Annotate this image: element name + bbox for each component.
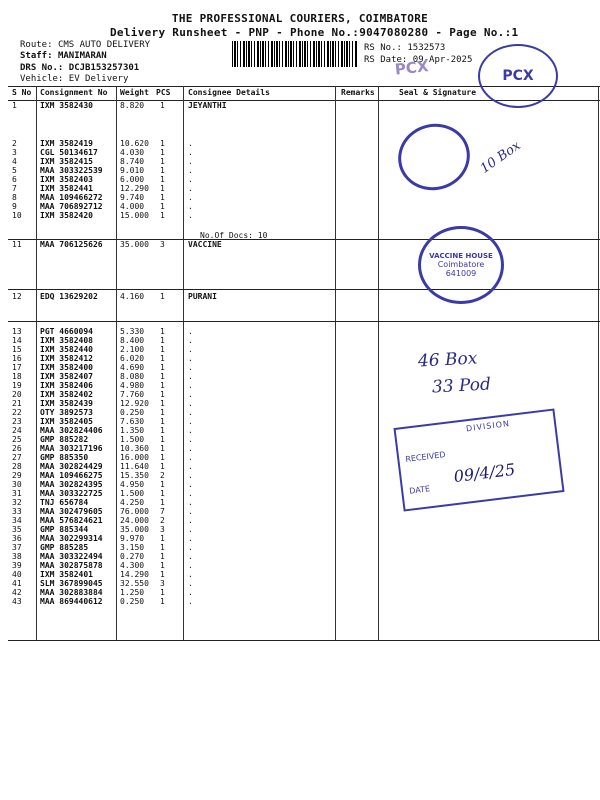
row-sno: 13 — [12, 327, 22, 336]
row-consignment-no: IXM 3582440 — [40, 345, 93, 354]
row-consignment-no: MAA 302479605 — [40, 507, 103, 516]
row-sno: 43 — [12, 597, 22, 606]
company-name: THE PROFESSIONAL COURIERS, COIMBATORE — [171, 12, 429, 25]
row-consignment-no: MAA 869440612 — [40, 597, 103, 606]
row-sno: 9 — [12, 202, 17, 211]
row-pcs: 2 — [160, 471, 165, 480]
row-consignee: . — [188, 381, 193, 390]
row-weight: 35.000 — [120, 240, 149, 249]
row-pcs: 1 — [160, 381, 165, 390]
row-consignee: . — [188, 390, 193, 399]
date-label: DATE — [408, 484, 431, 496]
row-consignee: VACCINE — [188, 240, 222, 249]
row-pcs: 1 — [160, 552, 165, 561]
row-weight: 4.030 — [120, 148, 145, 157]
row-pcs: 7 — [160, 507, 165, 516]
row-pcs: 1 — [160, 489, 165, 498]
row-consignee: . — [188, 588, 193, 597]
row-consignee: . — [188, 471, 193, 480]
row-weight: 32.550 — [120, 579, 149, 588]
row-consignment-no: SLM 367899045 — [40, 579, 103, 588]
row-weight: 8.820 — [120, 101, 145, 110]
rs-date-label: RS Date: — [364, 55, 408, 65]
col-divider-details — [335, 86, 336, 640]
row-consignee: . — [188, 327, 193, 336]
staff-value: MANIMARAN — [57, 51, 107, 61]
col-header-weight: Weight — [120, 88, 149, 97]
col-divider-remarks — [378, 86, 379, 640]
row-sno: 36 — [12, 534, 22, 543]
row-pcs: 1 — [160, 435, 165, 444]
row-sno: 10 — [12, 211, 22, 220]
row-weight: 24.000 — [120, 516, 149, 525]
row-consignee: . — [188, 336, 193, 345]
row-consignment-no: IXM 3582407 — [40, 372, 93, 381]
received-label: RECEIVED — [404, 450, 446, 464]
vaccine-stamp-title: VACCINE HOUSE — [429, 252, 493, 260]
row-consignee: . — [188, 444, 193, 453]
row-consignee: . — [188, 498, 193, 507]
row-consignment-no: IXM 3582406 — [40, 381, 93, 390]
vaccine-stamp-pin: 641009 — [445, 269, 477, 278]
row-weight: 35.000 — [120, 525, 149, 534]
row-consignment-no: EDQ 13629202 — [40, 292, 98, 301]
vehicle-value: EV Delivery — [68, 74, 129, 84]
row-consignment-no: MAA 303322494 — [40, 552, 103, 561]
row-consignee: . — [188, 193, 193, 202]
row-weight: 16.000 — [120, 453, 149, 462]
row-weight: 4.980 — [120, 381, 145, 390]
row-weight: 1.350 — [120, 426, 145, 435]
row-consignment-no: IXM 3582402 — [40, 390, 93, 399]
row-consignee: . — [188, 570, 193, 579]
row-sno: 31 — [12, 489, 22, 498]
row-sno: 27 — [12, 453, 22, 462]
row-sno: 8 — [12, 193, 17, 202]
staff-label: Staff: — [20, 51, 53, 61]
row-sno: 41 — [12, 579, 22, 588]
row-consignment-no: PGT 4660094 — [40, 327, 93, 336]
row-consignment-no: OTY 3892573 — [40, 408, 93, 417]
row-consignment-no: TNJ 656784 — [40, 498, 89, 507]
row-pcs: 1 — [160, 570, 165, 579]
row-weight: 4.250 — [120, 498, 145, 507]
drs-line — [20, 63, 139, 73]
row-sno: 20 — [12, 390, 22, 399]
row-consignee: . — [188, 417, 193, 426]
row-consignee: JEYANTHI — [188, 101, 227, 110]
row-consignee: . — [188, 345, 193, 354]
drs-label: DRS No.: — [20, 63, 64, 73]
row-pcs: 1 — [160, 345, 165, 354]
row-consignee: . — [188, 184, 193, 193]
vehicle-label: Vehicle: — [20, 74, 64, 84]
row-consignment-no: MAA 302299314 — [40, 534, 103, 543]
row-consignment-no: GMP 885285 — [40, 543, 89, 552]
row-weight: 12.920 — [120, 399, 149, 408]
rs-date-value: 09-Apr-2025 — [412, 55, 473, 65]
row-pcs: 1 — [160, 372, 165, 381]
signature-seal — [391, 116, 478, 198]
row-sno: 38 — [12, 552, 22, 561]
row-weight: 6.020 — [120, 354, 145, 363]
row-weight: 9.740 — [120, 193, 145, 202]
row-sno: 7 — [12, 184, 17, 193]
row-weight: 0.270 — [120, 552, 145, 561]
row-pcs: 1 — [160, 148, 165, 157]
row-consignment-no: IXM 3582430 — [40, 101, 93, 110]
staff-line — [20, 51, 107, 61]
row-sno: 39 — [12, 561, 22, 570]
row-consignee: . — [188, 507, 193, 516]
row-pcs: 1 — [160, 534, 165, 543]
row-weight: 4.000 — [120, 202, 145, 211]
row-consignee: . — [188, 561, 193, 570]
route-label: Route: — [20, 40, 53, 50]
row-weight: 76.000 — [120, 507, 149, 516]
col-header-sno: S No — [12, 88, 32, 97]
col-header-pcs: PCS — [156, 88, 171, 97]
row-sno: 5 — [12, 166, 17, 175]
row-pcs: 1 — [160, 543, 165, 552]
row-consignment-no: CGL 50134617 — [40, 148, 98, 157]
row-consignee: . — [188, 516, 193, 525]
row-weight: 4.950 — [120, 480, 145, 489]
row-pcs: 1 — [160, 184, 165, 193]
row-consignee: . — [188, 462, 193, 471]
row-pcs: 1 — [160, 453, 165, 462]
row-weight: 1.500 — [120, 489, 145, 498]
row-consignment-no: MAA 706125626 — [40, 240, 103, 249]
row-weight: 4.690 — [120, 363, 145, 372]
row-consignee: PURANI — [188, 292, 217, 301]
col-divider-right — [598, 86, 599, 640]
row-sno: 33 — [12, 507, 22, 516]
row-pcs: 1 — [160, 399, 165, 408]
row-consignment-no: IXM 3582403 — [40, 175, 93, 184]
row-consignee: . — [188, 579, 193, 588]
received-date: 09/4/25 — [452, 459, 517, 487]
row-weight: 1.250 — [120, 588, 145, 597]
row-consignment-no: MAA 576824621 — [40, 516, 103, 525]
row-consignee: . — [188, 489, 193, 498]
row-sno: 1 — [12, 101, 17, 110]
rs-no-line — [364, 43, 445, 53]
row-weight: 4.160 — [120, 292, 145, 301]
row-weight: 1.500 — [120, 435, 145, 444]
no-of-docs: No.Of Docs: 10 — [200, 231, 268, 240]
row-weight: 10.620 — [120, 139, 149, 148]
row-consignment-no: MAA 302883884 — [40, 588, 103, 597]
vehicle-line — [20, 74, 128, 84]
row-pcs: 1 — [160, 202, 165, 211]
row-consignment-no: MAA 706892712 — [40, 202, 103, 211]
row-sno: 2 — [12, 139, 17, 148]
row-sno: 25 — [12, 435, 22, 444]
row-consignment-no: IXM 3582419 — [40, 139, 93, 148]
row-sno: 29 — [12, 471, 22, 480]
pcx-circle-stamp — [478, 44, 558, 108]
pcx-circle-text: PCX — [502, 68, 534, 84]
row-consignment-no: IXM 3582400 — [40, 363, 93, 372]
row-consignment-no: GMP 885350 — [40, 453, 89, 462]
row-sno: 37 — [12, 543, 22, 552]
row-sno: 11 — [12, 240, 22, 249]
row-sno: 30 — [12, 480, 22, 489]
row-weight: 0.250 — [120, 597, 145, 606]
row-pcs: 1 — [160, 597, 165, 606]
row-weight: 3.150 — [120, 543, 145, 552]
row-consignee: . — [188, 426, 193, 435]
row-consignee: . — [188, 166, 193, 175]
row-pcs: 1 — [160, 363, 165, 372]
row-pcs: 1 — [160, 292, 165, 301]
row-sno: 32 — [12, 498, 22, 507]
row-group-rule — [8, 289, 600, 290]
row-pcs: 1 — [160, 390, 165, 399]
row-sno: 18 — [12, 372, 22, 381]
row-weight: 9.970 — [120, 534, 145, 543]
row-consignment-no: IXM 3582439 — [40, 399, 93, 408]
row-weight: 7.760 — [120, 390, 145, 399]
row-sno: 4 — [12, 157, 17, 166]
row-consignment-no: MAA 303322539 — [40, 166, 103, 175]
row-sno: 28 — [12, 462, 22, 471]
row-pcs: 3 — [160, 240, 165, 249]
vaccine-house-stamp — [418, 226, 504, 304]
row-sno: 19 — [12, 381, 22, 390]
row-weight: 7.630 — [120, 417, 145, 426]
row-consignment-no: IXM 3582405 — [40, 417, 93, 426]
row-weight: 11.640 — [120, 462, 149, 471]
row-sno: 14 — [12, 336, 22, 345]
row-sno: 12 — [12, 292, 22, 301]
row-consignment-no: IXM 3582420 — [40, 211, 93, 220]
row-weight: 6.000 — [120, 175, 145, 184]
row-consignment-no: MAA 303322725 — [40, 489, 103, 498]
row-sno: 3 — [12, 148, 17, 157]
row-group-rule — [8, 321, 600, 322]
row-pcs: 1 — [160, 193, 165, 202]
row-weight: 9.010 — [120, 166, 145, 175]
row-pcs: 1 — [160, 426, 165, 435]
pod-count-note: 33 Pod — [431, 374, 492, 398]
row-consignee: . — [188, 211, 193, 220]
row-consignee: . — [188, 202, 193, 211]
row-consignment-no: MAA 109466275 — [40, 471, 103, 480]
row-consignee: . — [188, 525, 193, 534]
row-weight: 10.360 — [120, 444, 149, 453]
row-consignment-no: IXM 3582401 — [40, 570, 93, 579]
row-sno: 16 — [12, 354, 22, 363]
row-consignment-no: MAA 302824429 — [40, 462, 103, 471]
table-bottom-rule — [8, 640, 600, 641]
row-consignment-no: MAA 302875878 — [40, 561, 103, 570]
row-sno: 17 — [12, 363, 22, 372]
row-weight: 12.290 — [120, 184, 149, 193]
row-sno: 42 — [12, 588, 22, 597]
row-consignee: . — [188, 552, 193, 561]
row-consignment-no: MAA 109466272 — [40, 193, 103, 202]
row-consignee: . — [188, 453, 193, 462]
box-count-note: 46 Box — [417, 348, 478, 372]
row-sno: 34 — [12, 516, 22, 525]
received-stamp-division: DIVISION — [465, 419, 511, 434]
row-consignee: . — [188, 480, 193, 489]
row-consignment-no: MAA 303217196 — [40, 444, 103, 453]
row-consignment-no: GMP 885344 — [40, 525, 89, 534]
ten-box-note: 10 Box — [477, 138, 524, 177]
col-header-seal: Seal & Signature — [399, 88, 477, 97]
drs-value: DCJB153257301 — [68, 63, 140, 73]
col-divider-sno — [36, 86, 37, 640]
row-consignee: . — [188, 399, 193, 408]
row-sno: 15 — [12, 345, 22, 354]
row-consignee: . — [188, 363, 193, 372]
row-sno: 35 — [12, 525, 22, 534]
col-header-consignment: Consignment No — [40, 88, 108, 97]
row-pcs: 1 — [160, 444, 165, 453]
row-consignment-no: IXM 3582441 — [40, 184, 93, 193]
pcx-faint-stamp: PCX — [393, 57, 430, 79]
row-pcs: 3 — [160, 579, 165, 588]
row-pcs: 2 — [160, 516, 165, 525]
row-sno: 26 — [12, 444, 22, 453]
row-weight: 2.100 — [120, 345, 145, 354]
row-pcs: 1 — [160, 588, 165, 597]
row-consignee: . — [188, 148, 193, 157]
col-divider-weight — [183, 86, 184, 640]
row-consignee: . — [188, 157, 193, 166]
col-header-remarks: Remarks — [341, 88, 375, 97]
runsheet-title: Delivery Runsheet - PNP - Phone No.:9047080280 - Page No.:1 — [110, 26, 519, 39]
row-consignee: . — [188, 435, 193, 444]
route-line — [20, 40, 150, 50]
row-pcs: 1 — [160, 498, 165, 507]
rs-no-label: RS No.: — [364, 43, 402, 53]
row-weight: 8.400 — [120, 336, 145, 345]
row-weight: 14.290 — [120, 570, 149, 579]
row-consignee: . — [188, 597, 193, 606]
row-consignment-no: IXM 3582408 — [40, 336, 93, 345]
row-weight: 15.350 — [120, 471, 149, 480]
row-weight: 0.250 — [120, 408, 145, 417]
row-pcs: 1 — [160, 101, 165, 110]
row-weight: 8.740 — [120, 157, 145, 166]
row-pcs: 1 — [160, 175, 165, 184]
row-consignee: . — [188, 354, 193, 363]
row-weight: 15.000 — [120, 211, 149, 220]
row-pcs: 1 — [160, 354, 165, 363]
row-pcs: 1 — [160, 139, 165, 148]
row-consignee: . — [188, 372, 193, 381]
vaccine-stamp-city: Coimbatore — [437, 260, 485, 269]
rs-no-value: 1532573 — [407, 43, 446, 53]
row-consignee: . — [188, 139, 193, 148]
row-pcs: 1 — [160, 462, 165, 471]
row-consignment-no: GMP 885282 — [40, 435, 89, 444]
row-consignee: . — [188, 534, 193, 543]
row-sno: 24 — [12, 426, 22, 435]
row-pcs: 1 — [160, 561, 165, 570]
col-header-consignee: Consignee Details — [188, 88, 270, 97]
row-sno: 23 — [12, 417, 22, 426]
row-pcs: 3 — [160, 525, 165, 534]
row-pcs: 1 — [160, 417, 165, 426]
barcode — [232, 41, 358, 67]
route-value: CMS AUTO DELIVERY — [57, 40, 151, 50]
row-pcs: 1 — [160, 336, 165, 345]
row-consignment-no: IXM 3582412 — [40, 354, 93, 363]
row-consignee: . — [188, 543, 193, 552]
row-consignee: . — [188, 175, 193, 184]
row-weight: 8.080 — [120, 372, 145, 381]
row-consignment-no: MAA 302824395 — [40, 480, 103, 489]
row-pcs: 1 — [160, 480, 165, 489]
row-consignment-no: MAA 302824406 — [40, 426, 103, 435]
row-pcs: 1 — [160, 166, 165, 175]
row-consignment-no: IXM 3582415 — [40, 157, 93, 166]
row-sno: 6 — [12, 175, 17, 184]
row-pcs: 1 — [160, 157, 165, 166]
row-pcs: 1 — [160, 327, 165, 336]
received-stamp — [393, 408, 564, 511]
row-consignee: . — [188, 408, 193, 417]
row-pcs: 1 — [160, 211, 165, 220]
row-sno: 22 — [12, 408, 22, 417]
row-weight: 4.300 — [120, 561, 145, 570]
row-sno: 40 — [12, 570, 22, 579]
col-divider-cons — [116, 86, 117, 640]
row-sno: 21 — [12, 399, 22, 408]
row-pcs: 1 — [160, 408, 165, 417]
row-weight: 5.330 — [120, 327, 145, 336]
